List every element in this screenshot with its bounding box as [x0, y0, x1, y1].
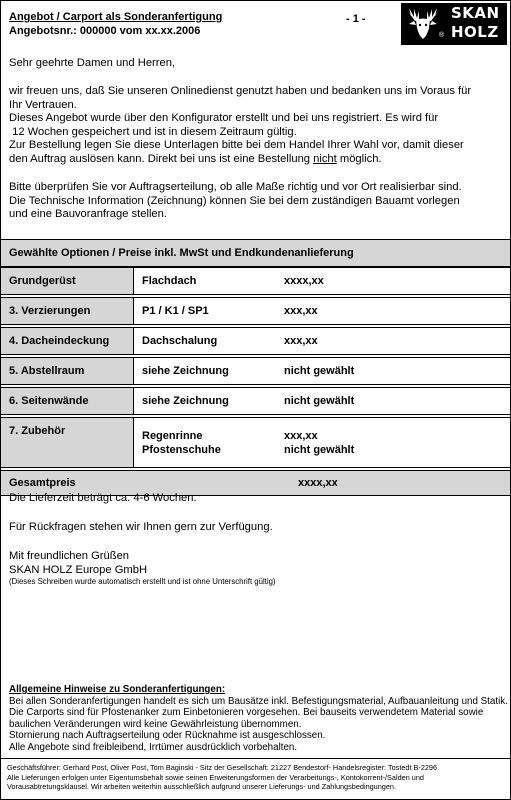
- option-choice: siehe Zeichnung: [134, 388, 277, 415]
- intro-line: wir freuen uns, daß Sie unseren Onlinedienst genutzt haben und bedanken uns im Voraus für: [9, 85, 472, 97]
- check-line: und eine Bauvoranfrage stellen.: [9, 208, 167, 220]
- check-paragraph: [9, 181, 505, 222]
- document-title: Angebot / Carport als Sonderanfertigung: [9, 11, 223, 23]
- logo-text-holz: HOLZ: [451, 23, 499, 41]
- company-name: SKAN HOLZ Europe GmbH: [9, 563, 148, 576]
- intro-line-text: den Auftrag auslösen kann. Direkt bei uns ist eine Bestellung: [9, 152, 314, 165]
- footer-line: Vorausabtretungsklausel. Wir arbeiten weiterhin ausschließlich aufgrund unserer Lieferungs- und Zahlungsbedingungen.: [7, 782, 396, 792]
- footer-line: Alle Lieferungen erfolgen unter Eigentumsbehalt sowie seinen Erweiterungsformen der Verarbeitungs-, Kontokorrent-/Salden und: [7, 772, 424, 782]
- total-value: xxxx,xx: [298, 477, 338, 489]
- auto-note: (Dieses Schreiben wurde automatisch erstellt und ist ohne Unterschrift gültig): [9, 577, 276, 586]
- intro-line: Dieses Angebot wurde über den Konfigurator erstellt und bei uns registriert. Es wird für: [9, 112, 439, 124]
- option-choice: [134, 418, 277, 468]
- moose-head-icon: [405, 6, 441, 42]
- intro-line-end: möglich.: [336, 152, 382, 165]
- total-label: Gesamtpreis: [1, 471, 134, 496]
- table-row: [1, 268, 510, 295]
- check-line: Die Technische Information (Zeichnung) können Sie bei dem zuständigen Bauamt vorlegen: [9, 194, 460, 207]
- intro-line: Ihr Vertrauen.: [9, 98, 77, 111]
- option-price: nicht gewählt: [276, 388, 510, 415]
- option-choice-line: Regenrinne: [142, 429, 203, 442]
- intro-paragraph: [9, 85, 505, 166]
- document-header: [9, 11, 399, 37]
- options-table: [1, 267, 510, 496]
- offer-number: Angebotsnr.: 000000 vom xx.xx.2006: [9, 25, 201, 37]
- option-price: xxx,xx: [276, 298, 510, 325]
- option-label: 3. Verzierungen: [1, 298, 134, 325]
- option-label: 4. Dacheindeckung: [1, 328, 134, 355]
- greeting: Sehr geehrte Damen und Herren,: [9, 57, 176, 69]
- logo-text-skan: SKAN: [451, 4, 500, 22]
- table-row: [1, 418, 510, 468]
- hint-line: Alle Angebote sind freibleibend, Irrtümer ausdrücklich vorbehalten.: [9, 741, 298, 753]
- emphasis-nicht: nicht: [313, 152, 337, 165]
- closing: Mit freundlichen Grüßen: [9, 550, 130, 562]
- option-price: [276, 418, 510, 468]
- option-choice: P1 / K1 / SP1: [134, 298, 277, 325]
- closing-block: [9, 550, 505, 587]
- delivery-time: Die Lieferzeit beträgt ca. 4-6 Wochen.: [9, 492, 197, 504]
- intro-line: 12 Wochen gespeichert und ist in diesem Zeitraum gültig.: [9, 125, 297, 138]
- options-heading: Gewählte Optionen / Preise inkl. MwSt und Endkundenanlieferung: [9, 247, 354, 259]
- footer-line: Geschäftsführer: Gerhard Post, Oliver Post, Tom Baginski - Sitz der Gesellschaft: 21227 Bendestorf- Handelsregister: Tostedt B-2296: [7, 763, 438, 772]
- footer-divider: [1, 758, 510, 759]
- option-price: nicht gewählt: [276, 358, 510, 385]
- option-choice: siehe Zeichnung: [134, 358, 277, 385]
- hints-title: Allgemeine Hinweise zu Sonderanfertigungen:: [9, 684, 226, 695]
- check-line: Bitte überprüfen Sie vor Auftragserteilung, ob alle Maße richtig und vor Ort realisierbar sind.: [9, 181, 462, 193]
- questions-note: Für Rückfragen stehen wir Ihnen gern zur Verfügung.: [9, 521, 273, 533]
- option-price-line: xxx,xx: [284, 429, 318, 442]
- option-label: 7. Zubehör: [1, 418, 134, 468]
- intro-line: Zur Bestellung legen Sie diese Unterlagen bitte bei dem Handel Ihrer Wahl vor, damit dieser: [9, 139, 464, 151]
- footer: [7, 763, 509, 792]
- skan-holz-logo: [401, 3, 507, 45]
- table-row: [1, 388, 510, 415]
- option-choice: Dachschalung: [134, 328, 277, 355]
- registered-mark: ®: [439, 32, 445, 39]
- option-choice: Flachdach: [134, 268, 277, 295]
- table-row: [1, 298, 510, 325]
- option-label: Grundgerüst: [1, 268, 134, 295]
- hint-line: baulichen Veränderungen wird keine Gewährleistung übernommen.: [9, 718, 302, 730]
- option-price-line: nicht gewählt: [284, 443, 355, 456]
- hint-line: Bei allen Sonderanfertigungen handelt es sich um Bausätze inkl. Befestigungsmaterial, Aufbauanleitung und Statik.: [9, 695, 508, 707]
- option-label: 5. Abstellraum: [1, 358, 134, 385]
- option-choice-line: Pfostenschuhe: [142, 443, 221, 456]
- hint-line: Stornierung nach Auftragserteilung oder Rücknahme ist ausgeschlossen.: [9, 730, 326, 742]
- hint-line: Die Carports sind für Pfostenanker zum Einbetonieren vorgesehen. Bei bauseits verwendetem Material sowie: [9, 707, 484, 719]
- option-price: xxxx,xx: [276, 268, 510, 295]
- options-heading-bar: [1, 239, 510, 267]
- table-row: [1, 328, 510, 355]
- intro-line-last: [9, 153, 505, 167]
- option-label: 6. Seitenwände: [1, 388, 134, 415]
- option-price: xxx,xx: [276, 328, 510, 355]
- page-number: - 1 -: [346, 13, 366, 25]
- table-row: [1, 358, 510, 385]
- general-hints: [9, 684, 509, 754]
